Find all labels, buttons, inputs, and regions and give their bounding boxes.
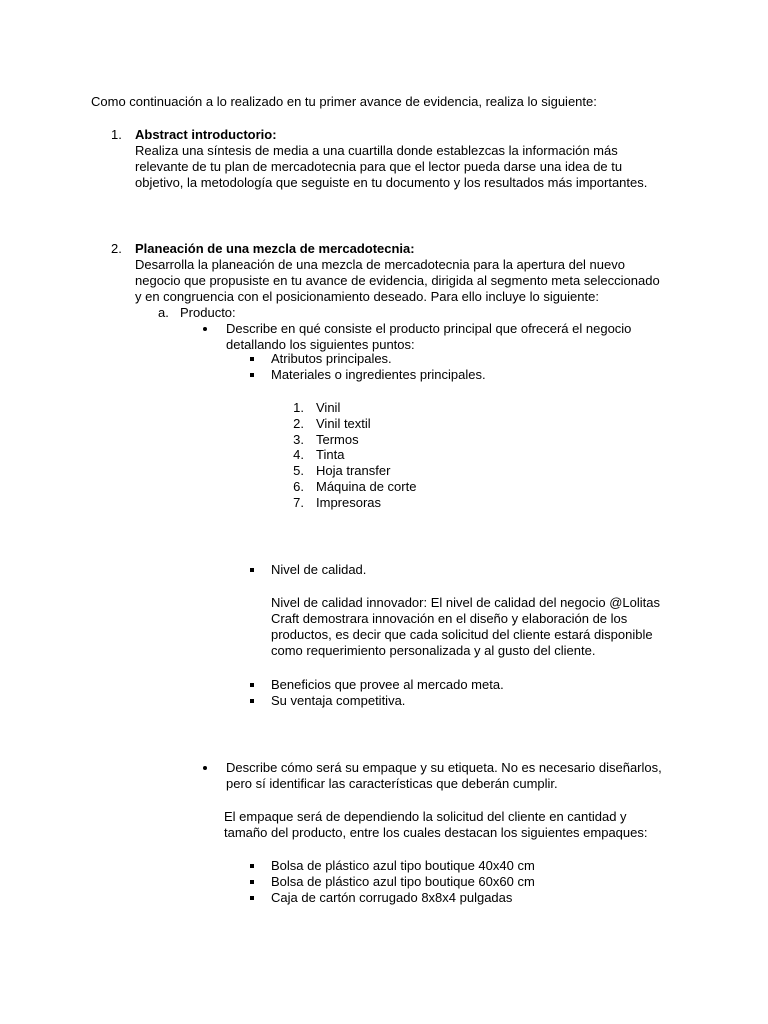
square-bullet: [250, 693, 256, 709]
material-number: 1.: [293, 400, 304, 415]
square-bullet: [250, 562, 256, 578]
material-number: 7.: [293, 495, 304, 510]
material-item: Vinil textil: [316, 416, 371, 431]
section-1-title: Abstract introductorio:: [135, 127, 277, 142]
section-2-line: Desarrolla la planeación de una mezcla de mercadotecnia para la apertura del nuevo: [135, 257, 625, 272]
packaging-line: El empaque será de dependiendo la solicitud del cliente en cantidad y: [224, 809, 627, 824]
square-bullet: [250, 677, 256, 693]
material-number: 6.: [293, 479, 304, 494]
material-number: 4.: [293, 447, 304, 462]
attribute-item: Materiales o ingredientes principales.: [271, 367, 486, 382]
bullet-2-line: pero sí identificar las características que deberán cumplir.: [226, 776, 558, 791]
sub-a-marker: a.: [158, 305, 169, 320]
section-1-line: objetivo, la metodología que seguiste en tu documento y los resultados más importantes.: [135, 175, 648, 190]
material-item: Impresoras: [316, 495, 382, 510]
square-bullet: [250, 858, 256, 874]
bullet-dot: [203, 321, 209, 337]
sub-a-label: Producto:: [180, 305, 236, 320]
section-2-title: Planeación de una mezcla de mercadotecnia:: [135, 241, 415, 256]
square-bullet: [250, 874, 256, 890]
bullet-2-line: Describe cómo será su empaque y su etiqueta. No es necesario diseñarlos,: [226, 760, 662, 775]
section-1-line: relevante de tu plan de mercadotecnia para que el lector pueda darse una idea de tu: [135, 159, 623, 174]
quality-line: Nivel de calidad innovador: El nivel de calidad del negocio @Lolitas: [271, 595, 660, 610]
quality-line: productos, es decir que cada solicitud del cliente estará disponible: [271, 627, 653, 642]
package-item: Caja de cartón corrugado 8x8x4 pulgadas: [271, 890, 513, 905]
material-item: Tinta: [316, 447, 345, 462]
square-bullet: [250, 890, 256, 906]
square-bullet: [250, 367, 256, 383]
material-number: 2.: [293, 416, 304, 431]
benefit-item: Beneficios que provee al mercado meta.: [271, 677, 504, 692]
bullet-dot: [203, 760, 209, 776]
attribute-item: Atributos principales.: [271, 351, 392, 366]
section-2-number: 2.: [111, 241, 122, 256]
material-item: Hoja transfer: [316, 463, 391, 478]
bullet-1-line: Describe en qué consiste el producto principal que ofrecerá el negocio: [226, 321, 632, 336]
section-2-line: negocio que propusiste en tu avance de evidencia, dirigida al segmento meta seleccionado: [135, 273, 660, 288]
section-2-line: y en congruencia con el posicionamiento deseado. Para ello incluye lo siguiente:: [135, 289, 599, 304]
square-bullet: [250, 351, 256, 367]
material-item: Máquina de corte: [316, 479, 417, 494]
package-item: Bolsa de plástico azul tipo boutique 60x60 cm: [271, 874, 535, 889]
section-1-line: Realiza una síntesis de media a una cuartilla donde establezcas la información más: [135, 143, 618, 158]
material-item: Vinil: [316, 400, 341, 415]
packaging-line: tamaño del producto, entre los cuales destacan los siguientes empaques:: [224, 825, 648, 840]
intro-text: Como continuación a lo realizado en tu primer avance de evidencia, realiza lo siguiente:: [91, 94, 597, 109]
package-item: Bolsa de plástico azul tipo boutique 40x40 cm: [271, 858, 535, 873]
material-number: 5.: [293, 463, 304, 478]
material-item: Termos: [316, 432, 359, 447]
material-number: 3.: [293, 432, 304, 447]
benefit-item: Su ventaja competitiva.: [271, 693, 406, 708]
section-1-number: 1.: [111, 127, 122, 142]
bullet-1-line: detallando los siguientes puntos:: [226, 337, 415, 352]
quality-line: Craft demostrara innovación en el diseño y elaboración de los: [271, 611, 628, 626]
quality-line: como requerimiento personalizada y al gusto del cliente.: [271, 643, 596, 658]
quality-item: Nivel de calidad.: [271, 562, 367, 577]
